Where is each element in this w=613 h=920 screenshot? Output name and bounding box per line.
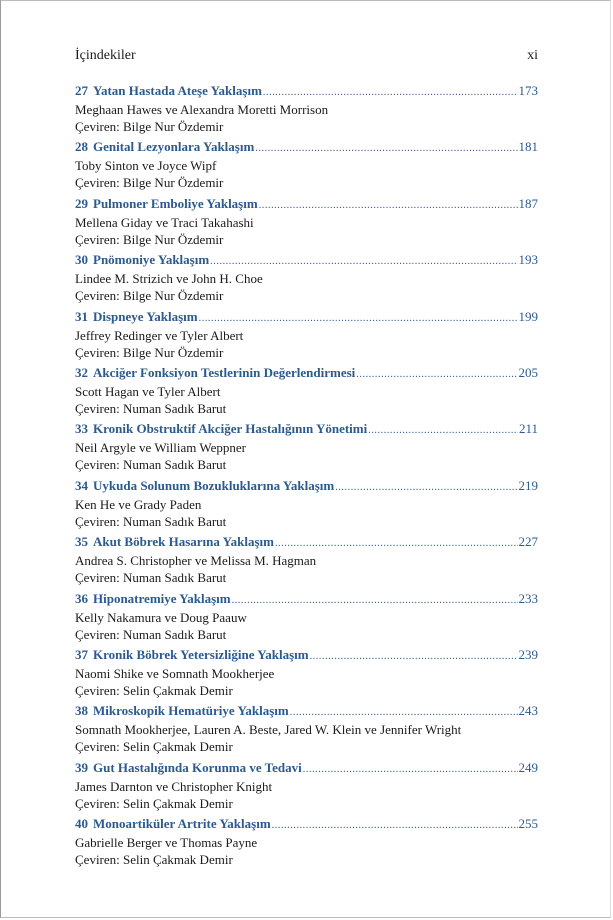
chapter-authors: Toby Sinton ve Joyce Wipf	[75, 158, 217, 174]
toc-entry	[75, 308, 538, 364]
chapter-translator: Çeviren: Bilge Nur Özdemir	[75, 344, 224, 360]
toc-title-line[interactable]	[75, 195, 538, 214]
chapter-translator: Çeviren: Selin Çakmak Demir	[75, 795, 233, 811]
chapter-page: 205	[518, 364, 538, 380]
chapter-title: Mikroskopik Hematüriye Yaklaşım	[93, 703, 289, 719]
toc-entry	[75, 815, 538, 871]
chapter-title: Pulmoner Emboliye Yaklaşım	[93, 195, 258, 211]
toc-title-line[interactable]	[75, 759, 538, 778]
chapter-translator: Çeviren: Bilge Nur Özdemir	[75, 231, 224, 247]
chapter-page: 181	[518, 139, 538, 155]
dot-leader	[263, 84, 518, 101]
toc-entries	[75, 82, 538, 871]
chapter-title: Kronik Böbrek Yetersizliğine Yaklaşım	[93, 646, 309, 662]
toc-title-line[interactable]	[75, 82, 538, 101]
toc-entry	[75, 533, 538, 589]
chapter-authors: Andrea S. Christopher ve Melissa M. Hagman	[75, 553, 317, 569]
chapter-page: 233	[518, 590, 538, 606]
chapter-number: 30	[75, 252, 88, 268]
chapter-page: 243	[518, 703, 538, 719]
chapter-number: 34	[75, 477, 88, 493]
dot-leader	[255, 140, 517, 157]
chapter-page: 187	[518, 195, 538, 211]
chapter-title: Dispneye Yaklaşım	[93, 308, 198, 324]
toc-title-line[interactable]	[75, 138, 538, 157]
toc-entry	[75, 477, 538, 533]
chapter-number: 32	[75, 364, 88, 380]
chapter-authors: Naomi Shike ve Somnath Mookherjee	[75, 665, 275, 681]
chapter-authors: Gabrielle Berger ve Thomas Payne	[75, 835, 258, 851]
chapter-title: Hiponatremiye Yaklaşım	[93, 590, 231, 606]
toc-entry	[75, 590, 538, 646]
chapter-translator: Çeviren: Bilge Nur Özdemir	[75, 175, 224, 191]
toc-title-line[interactable]	[75, 251, 538, 270]
chapter-translator: Çeviren: Numan Sadık Barut	[75, 400, 227, 416]
chapter-page: 239	[518, 646, 538, 662]
chapter-number: 40	[75, 816, 88, 832]
chapter-translator: Çeviren: Numan Sadık Barut	[75, 457, 227, 473]
dot-leader	[259, 197, 518, 214]
chapter-number: 28	[75, 139, 88, 155]
chapter-translator: Çeviren: Numan Sadık Barut	[75, 513, 227, 529]
dot-leader	[272, 817, 518, 834]
toc-title-line[interactable]	[75, 308, 538, 327]
dot-leader	[303, 761, 518, 778]
chapter-title: Akut Böbrek Hasarına Yaklaşım	[93, 534, 274, 550]
chapter-number: 37	[75, 646, 88, 662]
toc-entry	[75, 138, 538, 194]
toc-title-line[interactable]	[75, 815, 538, 834]
chapter-authors: Kelly Nakamura ve Doug Paauw	[75, 609, 247, 625]
chapter-translator: Çeviren: Selin Çakmak Demir	[75, 852, 233, 868]
chapter-authors: Scott Hagan ve Tyler Albert	[75, 383, 221, 399]
chapter-page: 199	[518, 308, 538, 324]
chapter-authors: James Darnton ve Christopher Knight	[75, 778, 273, 794]
chapter-title: Pnömoniye Yaklaşım	[93, 252, 210, 268]
chapter-page: 255	[518, 816, 538, 832]
dot-leader	[232, 592, 518, 609]
chapter-authors: Jeffrey Redinger ve Tyler Albert	[75, 327, 244, 343]
toc-entry	[75, 364, 538, 420]
header-title: İçindekiler	[75, 48, 136, 63]
chapter-page: 219	[518, 477, 538, 493]
toc-title-line[interactable]	[75, 420, 538, 439]
chapter-number: 36	[75, 590, 88, 606]
chapter-translator: Çeviren: Selin Çakmak Demir	[75, 739, 233, 755]
chapter-translator: Çeviren: Bilge Nur Özdemir	[75, 119, 224, 134]
chapter-translator: Çeviren: Bilge Nur Özdemir	[75, 288, 224, 304]
dot-leader	[310, 648, 518, 665]
dot-leader	[199, 310, 518, 327]
chapter-title: Akciğer Fonksiyon Testlerinin Değerlendirmesi	[93, 364, 356, 380]
toc-title-line[interactable]	[75, 364, 538, 383]
chapter-page: 249	[518, 759, 538, 775]
chapter-authors: Lindee M. Strizich ve John H. Choe	[75, 271, 263, 287]
toc-title-line[interactable]	[75, 590, 538, 609]
chapter-number: 39	[75, 759, 88, 775]
chapter-page: 193	[518, 252, 538, 268]
chapter-number: 27	[75, 83, 88, 98]
chapter-title: Uykuda Solunum Bozukluklarına Yaklaşım	[93, 477, 335, 493]
toc-entry	[75, 702, 538, 758]
dot-leader	[210, 253, 517, 270]
toc-entry	[75, 195, 538, 251]
dot-leader	[356, 366, 517, 383]
chapter-title: Kronik Obstruktif Akciğer Hastalığının Yönetimi	[93, 421, 368, 437]
chapter-number: 29	[75, 195, 88, 211]
dot-leader	[335, 479, 517, 496]
chapter-page: 211	[518, 421, 538, 437]
toc-entry	[75, 82, 538, 138]
chapter-page: 173	[518, 83, 538, 98]
page-header	[75, 48, 538, 64]
toc-entry	[75, 420, 538, 476]
dot-leader	[368, 422, 518, 439]
chapter-title: Yatan Hastada Ateşe Yaklaşım	[93, 83, 262, 98]
chapter-number: 33	[75, 421, 88, 437]
toc-entry	[75, 646, 538, 702]
chapter-authors: Meghaan Hawes ve Alexandra Moretti Morrison	[75, 102, 329, 117]
chapter-translator: Çeviren: Numan Sadık Barut	[75, 570, 227, 586]
chapter-title: Monoartiküler Artrite Yaklaşım	[93, 816, 271, 832]
dot-leader	[290, 704, 518, 721]
chapter-number: 35	[75, 534, 88, 550]
chapter-authors: Mellena Giday ve Traci Takahashi	[75, 214, 254, 230]
chapter-authors: Ken He ve Grady Paden	[75, 496, 202, 512]
chapter-translator: Çeviren: Selin Çakmak Demir	[75, 682, 233, 698]
toc-entry	[75, 251, 538, 307]
chapter-translator: Çeviren: Numan Sadık Barut	[75, 626, 227, 642]
toc-title-line[interactable]	[75, 702, 538, 721]
chapter-title: Genital Lezyonlara Yaklaşım	[93, 139, 255, 155]
chapter-number: 38	[75, 703, 88, 719]
dot-leader	[275, 535, 518, 552]
chapter-page: 227	[518, 534, 538, 550]
chapter-title: Gut Hastalığında Korunma ve Tedavi	[93, 759, 302, 775]
chapter-number: 31	[75, 308, 88, 324]
header-page-number: xi	[527, 48, 538, 63]
chapter-authors: Somnath Mookherjee, Lauren A. Beste, Jared W. Klein ve Jennifer Wright	[75, 722, 462, 738]
chapter-authors: Neil Argyle ve William Weppner	[75, 440, 247, 456]
toc-entry	[75, 759, 538, 815]
toc-title-line[interactable]	[75, 646, 538, 665]
toc-title-line[interactable]	[75, 533, 538, 552]
toc-title-line[interactable]	[75, 477, 538, 496]
